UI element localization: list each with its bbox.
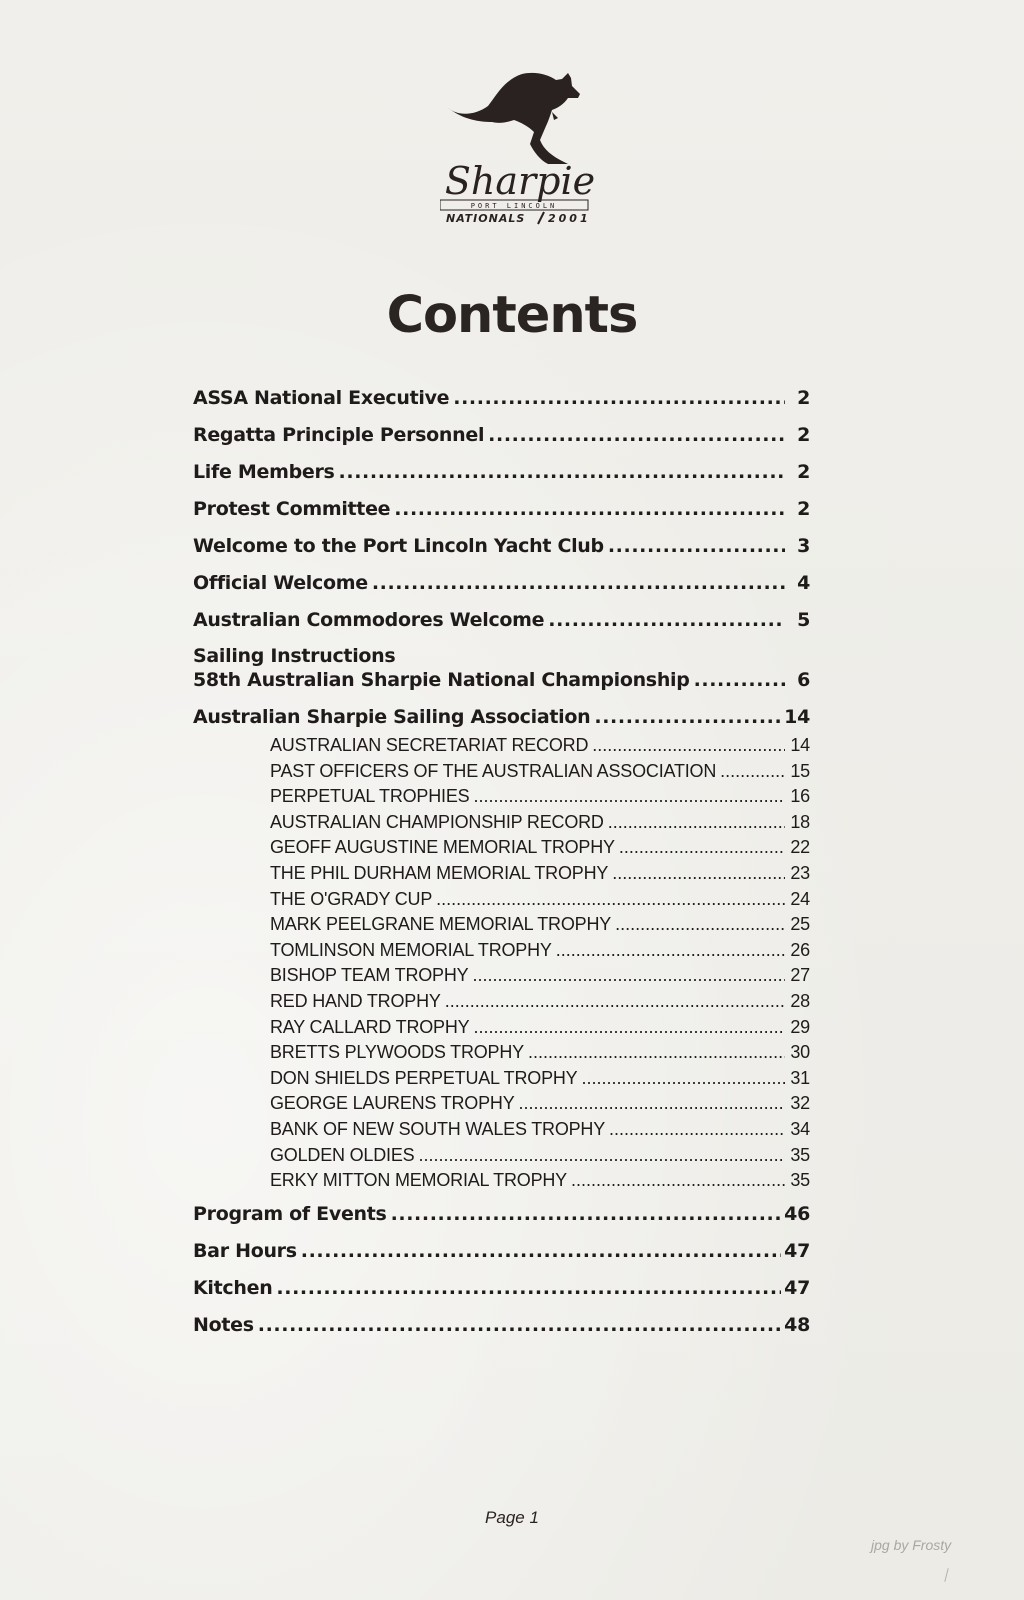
toc-sub-entry-page: 29 xyxy=(790,1016,810,1037)
toc-sub-entry xyxy=(270,1066,810,1092)
dot-leader xyxy=(619,835,785,861)
logo-nationals-text: NATIONALS xyxy=(446,212,526,225)
dot-leader xyxy=(418,1143,785,1169)
dot-leader xyxy=(528,1040,785,1066)
toc-sub-entry-page: 14 xyxy=(790,735,810,755)
dot-leader xyxy=(391,1202,782,1226)
toc-sub-entry-label: ERKY MITTON MEMORIAL TROPHY xyxy=(270,1170,567,1191)
dot-leader xyxy=(473,784,785,810)
toc-entry xyxy=(193,497,810,521)
toc-sub-entry-page: 26 xyxy=(790,939,810,960)
toc-sub-entry-page: 22 xyxy=(790,837,810,858)
toc-sub-entry xyxy=(270,989,810,1015)
toc-entry-page: 47 xyxy=(784,1276,810,1299)
toc-entry-label: Life Members xyxy=(193,461,335,483)
dot-leader xyxy=(571,1168,785,1194)
dot-leader xyxy=(581,1066,785,1092)
dot-leader xyxy=(694,668,785,692)
toc-sub-entry-page: 34 xyxy=(790,1118,810,1139)
toc-sub-entry-label: PAST OFFICERS OF THE AUSTRALIAN ASSOCIATION xyxy=(270,760,717,781)
toc-entry-page: 48 xyxy=(784,1313,810,1336)
toc-sub-entry-label: THE O'GRADY CUP xyxy=(270,888,433,909)
toc-entry xyxy=(193,1202,810,1226)
dot-leader xyxy=(609,1117,785,1143)
scan-mark xyxy=(944,1568,948,1582)
kangaroo-icon xyxy=(448,73,580,164)
dot-leader xyxy=(472,963,785,989)
toc-sub-entry-label: BRETTS PLYWOODS TROPHY xyxy=(270,1042,524,1063)
toc-sub-entry xyxy=(270,1091,810,1117)
dot-leader xyxy=(473,1015,785,1041)
toc-entry xyxy=(193,460,810,484)
toc-entry xyxy=(193,1276,810,1300)
toc-sub-entry xyxy=(270,1168,810,1194)
toc-sub-entry-label: GOLDEN OLDIES xyxy=(270,1144,415,1165)
toc-sub-entry-page: 24 xyxy=(790,888,810,909)
toc-sub-entry-label: DON SHIELDS PERPETUAL TROPHY xyxy=(270,1067,578,1088)
dot-leader xyxy=(608,534,785,558)
dot-leader xyxy=(436,887,785,913)
toc-sub-entry-label: BANK OF NEW SOUTH WALES TROPHY xyxy=(270,1118,606,1139)
toc-sub-entry-label: AUSTRALIAN SECRETARIAT RECORD xyxy=(270,735,589,755)
dot-leader xyxy=(556,938,785,964)
toc-sub-entry xyxy=(270,1117,810,1143)
toc-entry-label: Regatta Principle Personnel xyxy=(193,424,485,446)
toc-sub-entry-page: 28 xyxy=(790,990,810,1011)
toc-entry-label: Protest Committee xyxy=(193,498,391,520)
toc-sub-entry xyxy=(270,887,810,913)
toc-sub-entry-label: MARK PEELGRANE MEMORIAL TROPHY xyxy=(270,914,612,935)
toc-entry-label: ASSA National Executive xyxy=(193,387,450,409)
toc-entry xyxy=(193,1313,810,1337)
toc-entry xyxy=(193,705,810,729)
toc-entry-label: Official Welcome xyxy=(193,572,368,594)
dot-leader xyxy=(488,423,785,447)
toc-section-heading: Sailing Instructions xyxy=(193,645,396,667)
toc-sub-entry-label: TOMLINSON MEMORIAL TROPHY xyxy=(270,939,552,960)
toc-entry-page: 47 xyxy=(784,1239,810,1262)
toc-sub-entry-page: 31 xyxy=(790,1067,810,1088)
page-number-footer: Page 1 xyxy=(485,1508,539,1527)
dot-leader xyxy=(258,1313,781,1337)
logo-graphic xyxy=(440,66,600,236)
toc-sub-entry-label: GEORGE LAURENS TROPHY xyxy=(270,1093,515,1114)
toc-entry-label: Program of Events xyxy=(193,1202,387,1225)
toc-entry-label: Bar Hours xyxy=(193,1239,297,1262)
toc-entry xyxy=(193,571,810,595)
toc-entry-page: 46 xyxy=(784,1202,810,1225)
dot-leader xyxy=(276,1276,781,1300)
sharpie-nationals-logo xyxy=(440,66,600,236)
toc-entry-page: 6 xyxy=(797,669,810,691)
toc-entry xyxy=(193,1239,810,1263)
toc-sub-entry xyxy=(270,733,810,759)
toc-sub-entry xyxy=(270,1040,810,1066)
dot-leader xyxy=(339,460,785,484)
dot-leader xyxy=(608,810,785,836)
toc-sub-entry xyxy=(270,912,810,938)
toc-entry-label: Australian Commodores Welcome xyxy=(193,609,545,631)
toc-sub-entry xyxy=(270,784,810,810)
page-title: Contents xyxy=(386,286,638,345)
toc-sub-entry-label: GEOFF AUGUSTINE MEMORIAL TROPHY xyxy=(270,837,615,858)
dot-leader xyxy=(720,759,785,785)
toc-entry-page: 5 xyxy=(797,609,810,631)
dot-leader xyxy=(519,1091,785,1117)
dot-leader xyxy=(594,705,781,729)
toc-entry-label: Kitchen xyxy=(193,1276,273,1299)
toc-sub-entry-page: 18 xyxy=(790,811,810,832)
toc-sub-entry xyxy=(270,938,810,964)
toc-entry-page: 4 xyxy=(797,572,810,594)
toc-entry-label: Notes xyxy=(193,1313,254,1336)
dot-leader xyxy=(612,861,785,887)
logo-small-text: PORT LINCOLN xyxy=(470,202,558,210)
toc-entry-page: 2 xyxy=(797,424,810,446)
dot-leader xyxy=(445,989,785,1015)
dot-leader xyxy=(453,386,785,410)
toc-entry-page: 3 xyxy=(797,535,810,557)
toc-sub-entry-page: 32 xyxy=(790,1093,810,1114)
toc-entry-label: 58th Australian Sharpie National Championship xyxy=(193,669,690,691)
scan-credit: jpg by Frosty xyxy=(871,1537,952,1553)
toc-entry xyxy=(193,423,810,447)
toc-sub-entry-page: 16 xyxy=(790,786,810,807)
toc-entry-page: 2 xyxy=(797,461,810,483)
toc-sub-entry-label: BISHOP TEAM TROPHY xyxy=(270,965,469,986)
toc-sub-entry-label: PERPETUAL TROPHIES xyxy=(270,786,470,807)
dot-leader xyxy=(301,1239,781,1263)
toc-sub-entry-page: 23 xyxy=(790,862,810,883)
logo-year-text: 2001 xyxy=(548,212,591,225)
toc-sub-entry-page: 35 xyxy=(790,1170,810,1191)
toc-entry xyxy=(193,608,810,632)
toc-entry xyxy=(193,386,810,410)
toc-sub-entry-page: 30 xyxy=(790,1042,810,1063)
toc-sub-entry-label: RAY CALLARD TROPHY xyxy=(270,1016,470,1037)
toc-entry-page: 2 xyxy=(797,387,810,409)
toc-sub-entry-label: RED HAND TROPHY xyxy=(270,990,441,1011)
toc-entry-label: Welcome to the Port Lincoln Yacht Club xyxy=(193,535,604,557)
toc-sub-entry-page: 15 xyxy=(790,760,810,781)
toc-sub-entry xyxy=(270,835,810,861)
toc-entry-label: Australian Sharpie Sailing Association xyxy=(193,706,591,728)
dot-leader xyxy=(372,571,785,595)
toc-sub-entry-page: 27 xyxy=(790,965,810,986)
toc-entry-page: 2 xyxy=(797,498,810,520)
toc-sub-entry-page: 25 xyxy=(790,914,810,935)
toc-sub-entry xyxy=(270,810,810,836)
table-of-contents xyxy=(193,386,810,1350)
toc-sub-entry-label: AUSTRALIAN CHAMPIONSHIP RECORD xyxy=(270,811,604,832)
toc-sub-entry-label: THE PHIL DURHAM MEMORIAL TROPHY xyxy=(270,862,609,883)
toc-sub-entry-page: 35 xyxy=(790,1144,810,1165)
dot-leader xyxy=(592,733,785,759)
toc-sub-entry xyxy=(270,861,810,887)
dot-leader xyxy=(615,912,785,938)
dot-leader xyxy=(394,497,785,521)
toc-sub-entry xyxy=(270,759,810,785)
toc-sub-list xyxy=(270,733,810,1194)
toc-entry-page: 14 xyxy=(784,706,810,728)
toc-sub-entry xyxy=(270,1015,810,1041)
logo-script-text: Sharpie xyxy=(444,159,596,203)
toc-entry xyxy=(193,534,810,558)
dot-leader xyxy=(548,608,785,632)
toc-sub-entry xyxy=(270,963,810,989)
toc-sub-entry xyxy=(270,1143,810,1169)
toc-entry xyxy=(193,668,810,692)
